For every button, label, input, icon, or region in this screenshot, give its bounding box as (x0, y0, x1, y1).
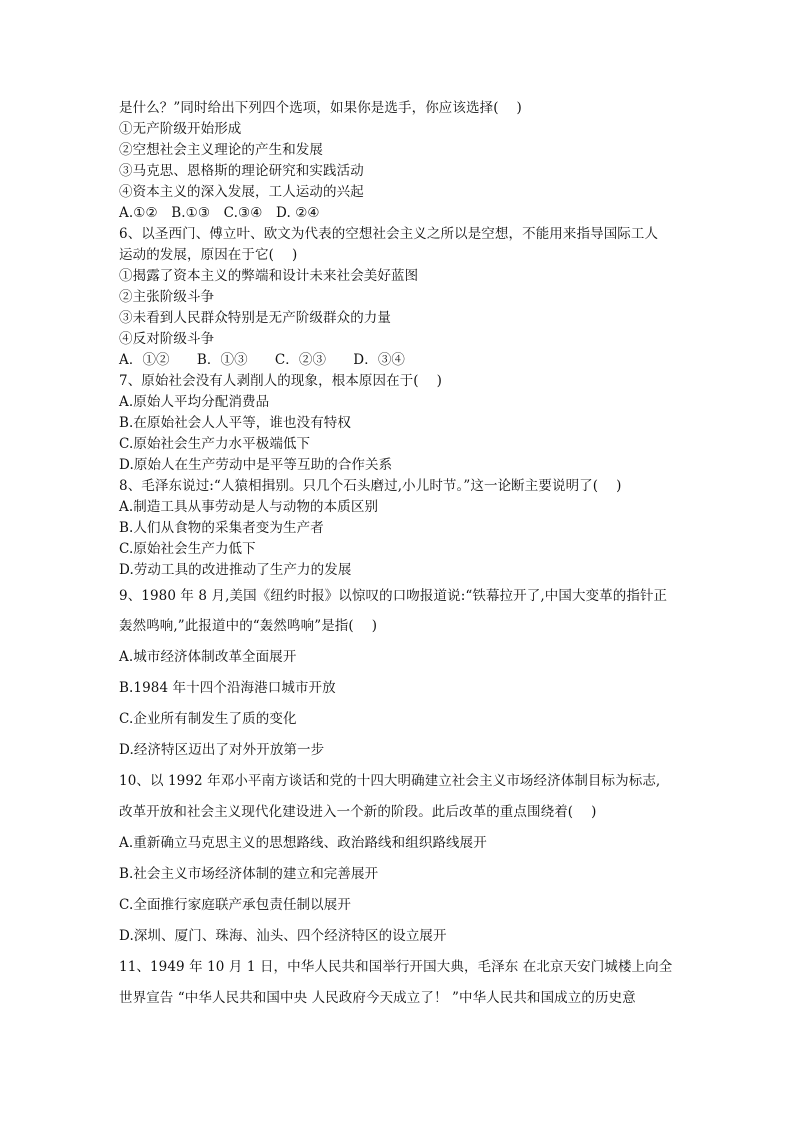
option-d: D.劳动工具的改进推动了生产力的发展 (119, 562, 352, 578)
option-d: D.原始人在生产劳动中是平等互助的合作关系 (119, 457, 393, 473)
statement-4: ④资本主义的深入发展，工人运动的兴起 (119, 184, 364, 200)
option-c: C.全面推行家庭联产承包责任制以展开 (119, 897, 351, 913)
question-6-stem-line-2: 运动的发展，原因在于它( ) (119, 247, 298, 263)
option-a: A.原始人平均分配消费品 (119, 394, 270, 410)
option-b: B.人们从食物的采集者变为生产者 (119, 520, 324, 536)
question-5-stem-continued: 是什么？”同时给出下列四个选项，如果你是选手，你应该选择( ) (119, 100, 522, 116)
option-a: A.重新确立马克思主义的思想路线、政治路线和组织路线展开 (119, 835, 487, 851)
statement-2: ②空想社会主义理论的产生和发展 (119, 142, 323, 158)
statement-2: ②主张阶级斗争 (119, 289, 215, 305)
option-c: C.原始社会生产力水平极端低下 (119, 436, 311, 452)
option-c: C.企业所有制发生了质的变化 (119, 711, 297, 727)
statement-3: ③未看到人民群众特别是无产阶级群众的力量 (119, 310, 391, 326)
option-a: A.城市经济体制改革全面展开 (119, 649, 297, 665)
question-11-stem-line-2: 世界宣告 “中华人民共和国中央 人民政府今天成立了！ ”中华人民共和国成立的历史意 (119, 990, 636, 1006)
option-c: C.原始社会生产力低下 (119, 541, 256, 557)
question-9-stem: 9、1980 年 8 月,美国《纽约时报》以惊叹的口吻报道说:“铁幕拉开了,中国大变革的指针正 (119, 588, 668, 604)
option-b: B.社会主义市场经济体制的建立和完善展开 (119, 866, 379, 882)
answer-options: A．①② B．①③ C．②③ D．③④ (119, 352, 406, 368)
question-9-stem-line-2: 轰然鸣响,”此报道中的“轰然鸣响”是指( ) (119, 618, 378, 634)
statement-3: ③马克思、恩格斯的理论研究和实践活动 (119, 163, 364, 179)
question-7-stem: 7、原始社会没有人剥削人的现象，根本原因在于( ) (119, 373, 443, 389)
question-6-stem: 6、以圣西门、傅立叶、欧文为代表的空想社会主义之所以是空想，不能用来指导国际工人 (119, 226, 659, 242)
option-b: B.在原始社会人人平等，谁也没有特权 (119, 415, 352, 431)
statement-4: ④反对阶级斗争 (119, 331, 215, 347)
option-d: D.经济特区迈出了对外开放第一步 (119, 742, 325, 758)
option-d: D.深圳、厦门、珠海、汕头、四个经济特区的设立展开 (119, 928, 447, 944)
statement-1: ①揭露了资本主义的弊端和设计未来社会美好蓝图 (119, 268, 419, 284)
question-10-stem: 10、以 1992 年邓小平南方谈话和党的十四大明确建立社会主义市场经济体制目标为标志, (119, 773, 661, 789)
option-a: A.制造工具从事劳动是人与动物的本质区别 (119, 499, 379, 515)
statement-1: ①无产阶级开始形成 (119, 121, 242, 137)
question-8-stem: 8、毛泽东说过:“人猿相揖别。只几个石头磨过,小儿时节。”这一论断主要说明了( ) (119, 478, 622, 494)
question-11-stem: 11、1949 年 10 月 1 日，中华人民共和国举行开国大典，毛泽东 在北京天安门城楼上向全 (119, 959, 673, 975)
question-10-stem-line-2: 改革开放和社会主义现代化建设进入一个新的阶段。此后改革的重点围绕着( ) (119, 804, 597, 820)
option-b: B.1984 年十四个沿海港口城市开放 (119, 680, 336, 696)
answer-options: A.①② B.①③ C.③④ D. ②④ (119, 205, 320, 221)
